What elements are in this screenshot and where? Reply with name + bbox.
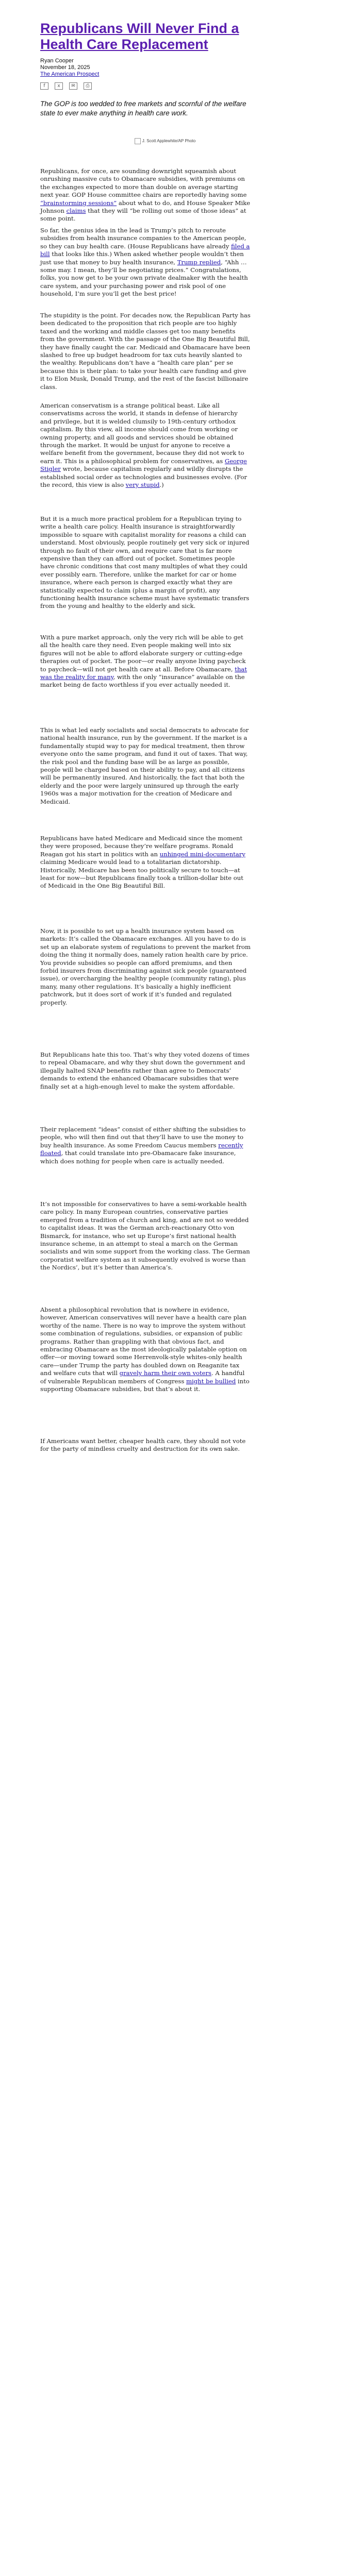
paragraph-10: But Republicans hate this too. That’s why they voted dozens of times to repeal Obamacare, and why they shut down the government and illegally halted SNAP benefits rather than agree to Democrats’ demands to extend the enhanced Obamacare subsidies that were finally set at a high-enough level to make the system affordable. — [40, 1051, 250, 1090]
email-icon[interactable]: ✉ — [69, 82, 77, 90]
recently-floated-link[interactable]: recently floated — [40, 1141, 243, 1157]
claims-link[interactable]: claims — [66, 207, 86, 215]
facebook-icon[interactable]: f — [40, 82, 48, 90]
share-bar-top — [40, 82, 92, 90]
paragraph-14: If Americans want better, cheaper health care, they should not vote for the party of mindless cruelty and destruction for its own sake. — [40, 1437, 246, 1453]
article-headline[interactable]: Republicans Will Never Find a Health Care Replacement — [40, 21, 239, 52]
might-be-bullied-link[interactable]: might be bullied — [186, 1377, 236, 1385]
article-meta — [40, 58, 99, 78]
filed-bill-link[interactable]: filed a bill — [40, 242, 250, 258]
paragraph-12: It’s not impossible for conservatives to have a semi-workable health care policy. In many European countries, conservative parties emerged from a tradition of church and king, and are not so wedded to capitalist ideas. It was the German arch-reactionary Otto von Bismarck, for instance, who set up Europe’s first national health insurance scheme, in an attempt to steal a march on the German socialists and win some support from the working class. The German corporatist welfare system as it subsequently evolved is worse than the Nordics’, but it’s better than America’s. — [40, 1200, 250, 1272]
documentary-link[interactable]: unhinged mini-documentary — [159, 850, 245, 858]
photo-credit: J. Scott Applewhite/AP Photo — [142, 139, 196, 144]
publish-date: November 18, 2025 — [40, 64, 90, 71]
paragraph-11: Their replacement “ideas” consist of either shifting the subsidies to people, who will then find out that they’ll have to use the money to buy health insurance. As some Freedom Caucus members recently floated, that could translate into pre-Obamacare fake insurance, which does nothing for people when care is actually needed. — [40, 1126, 246, 1165]
stigler-link[interactable]: George Stigler — [40, 457, 247, 473]
publication-link[interactable]: The American Prospect — [40, 71, 100, 77]
reality-link[interactable]: that was the reality for many — [40, 665, 247, 681]
paragraph-4: American conservatism is a strange political beast. Like all conservatisms across the world, it stands in defense of hierarchy and privilege, but it is welded clumsily to 19th-century orthodox capitalism. By this view, all income should come from working or owning property, and all goods and services should be obtained through the market. It would be unjust for anyone to receive a welfare benefit from the government, because they did not work to earn it. This is a philosophical problem for conservatives, as George Stigler wrote, because capitalism regularly and wildly disrupts the established social order as technologies and businesses evolve. (For the record, this view is also very stupid.) — [40, 402, 247, 489]
paragraph-6: With a pure market approach, only the very rich will be able to get all the health care they need. Even people making well into six figures will not be able to afford elaborate surgery or cutting-edge therapies out of pocket. The poor—or really anyone living paycheck to paycheck—will not get health care at all. Before Obamacare, that was the reality for many, with the only “insurance” available on the market being de facto worthless if you ever actually needed it. — [40, 634, 247, 689]
paragraph-3: The stupidity is the point. For decades now, the Republican Party has been dedicated to the proposition that rich people are too highly taxed and the working and middle classes get too many benefits from the government. With the passage of the One Big Beautiful Bill, they have finally caught the car. Medicaid and Obamacare have been slashed to free up budget headroom for tax cuts heavily slanted to the wealthy. Republicans don’t have a “health care plan” per se because this is their plan: to take your health care funding and give it to Elon Musk, Donald Trump, and the rest of the fascist billionaire class. — [40, 312, 251, 391]
x-icon[interactable]: x — [55, 82, 63, 90]
very-stupid-link[interactable]: very stupid — [125, 481, 160, 489]
hero-photo — [134, 138, 196, 144]
paragraph-13: Absent a philosophical revolution that is nowhere in evidence, however, American conservatives will never have a health care plan worthy of the name. There is no way to improve the system without some combination of regulations, subsidies, or expansion of public programs. Rather than grappling with that obvious fact, and embracing Obamacare as the most ideologically palatable option on offer—or moving toward some Herrenvolk-style whites-only health care—under Trump the party has doubled down on Reaganite tax and welfare cuts that will gravely harm their own voters. A handful of vulnerable Republican members of Congress might be bullied into supporting Obamacare subsidies, but that’s about it. — [40, 1306, 250, 1393]
paragraph-9: Now, it is possible to set up a health insurance system based on markets: It’s called the Obamacare exchanges. All you have to do is set up an elaborate system of regulations to prevent the market from doing the thing it normally does, namely ration health care by price. You provide subsidies so people can afford premiums, and then forbid insurers from discriminating against sick people (guaranteed issue), or overcharging the healthy people (community rating), plus many, many other regulations. It’s basically a highly inefficient patchwork, but it does sort of work if it’s funded and regulated properly. — [40, 927, 251, 1006]
harm-voters-link[interactable]: gravely harm their own voters — [119, 1369, 212, 1377]
article-dek: The GOP is too wedded to free markets and scornful of the welfare state to ever make anything in health care work. — [40, 100, 247, 117]
author-name: Ryan Cooper — [40, 58, 74, 64]
broken-image-icon — [135, 138, 141, 144]
print-icon[interactable]: ⎙ — [84, 82, 92, 90]
brainstorming-link[interactable]: “brainstorming sessions” — [40, 199, 117, 207]
paragraph-5: But it is a much more practical problem for a Republican trying to write a health care policy. Health insurance is straightforwardly impossible to square with capitalist morality for reasons a child can understand. Most obviously, people routinely get very sick or injured through no fault of their own, and require care that is far more expensive than they can afford out of pocket. Sometimes people have chronic conditions that cost many multiples of what they could ever possibly earn. Therefore, unlike the market for car or home insurance, where each person is charged exactly what they are statistically expected to claim (plus a margin of profit), any functioning health insurance scheme must have systematic transfers from the young and healthy to the elderly and sick. — [40, 515, 250, 610]
paragraph-8: Republicans have hated Medicare and Medicaid since the moment they were proposed, because they’re welfare programs. Ronald Reagan got his start in politics with an unhinged mini-documentary claiming Medicare would lead to a totalitarian dictatorship. Historically, Medicare has been too politically secure to touch—at least for now—but Republicans finally took a trillion-dollar bite out of Medicaid in the One Big Beautiful Bill. — [40, 835, 245, 890]
paragraph-2: So far, the genius idea in the lead is Trump’s pitch to reroute subsidies from health insurance companies to the American people, so they can buy health care. (House Republicans have already filed a bill that looks like this.) When asked whether people wouldn’t then just use that money to buy health insurance, Trump replied, “Ahh … some may. I mean, they’ll be negotiating prices.” Congratulations, folks, you now get to be your own private dealmaker with the health care system, and your purchasing power and risk pool of one household, I’m sure you’ll get the best price! — [40, 227, 250, 298]
trump-replied-link[interactable]: Trump replied — [177, 258, 221, 266]
paragraph-7: This is what led early socialists and social democrats to advocate for national health insurance, run by the government. If the market is a fundamentally stupid way to pay for medical treatment, then throw everyone onto the same program, and fund it out of taxes. That way, the risk pool and the funding base will be as large as possible, people will be charged based on their ability to pay, and all citizens will be permanently insured. And historically, the fact that both the elderly and the poor were largely uninsured up through the early 1960s was a major motivation for the creation of Medicare and Medicaid. — [40, 726, 249, 805]
paragraph-1: Republicans, for once, are sounding downright squeamish about onrushing massive cuts to Obamacare subsidies, with premiums on the exchanges expected to more than double on average starting next year. GOP House committee chairs are reportedly having some “brainstorming sessions” about what to do, and House Speaker Mike Johnson claims that they will “be rolling out some of those ideas” at some point. — [40, 167, 250, 223]
